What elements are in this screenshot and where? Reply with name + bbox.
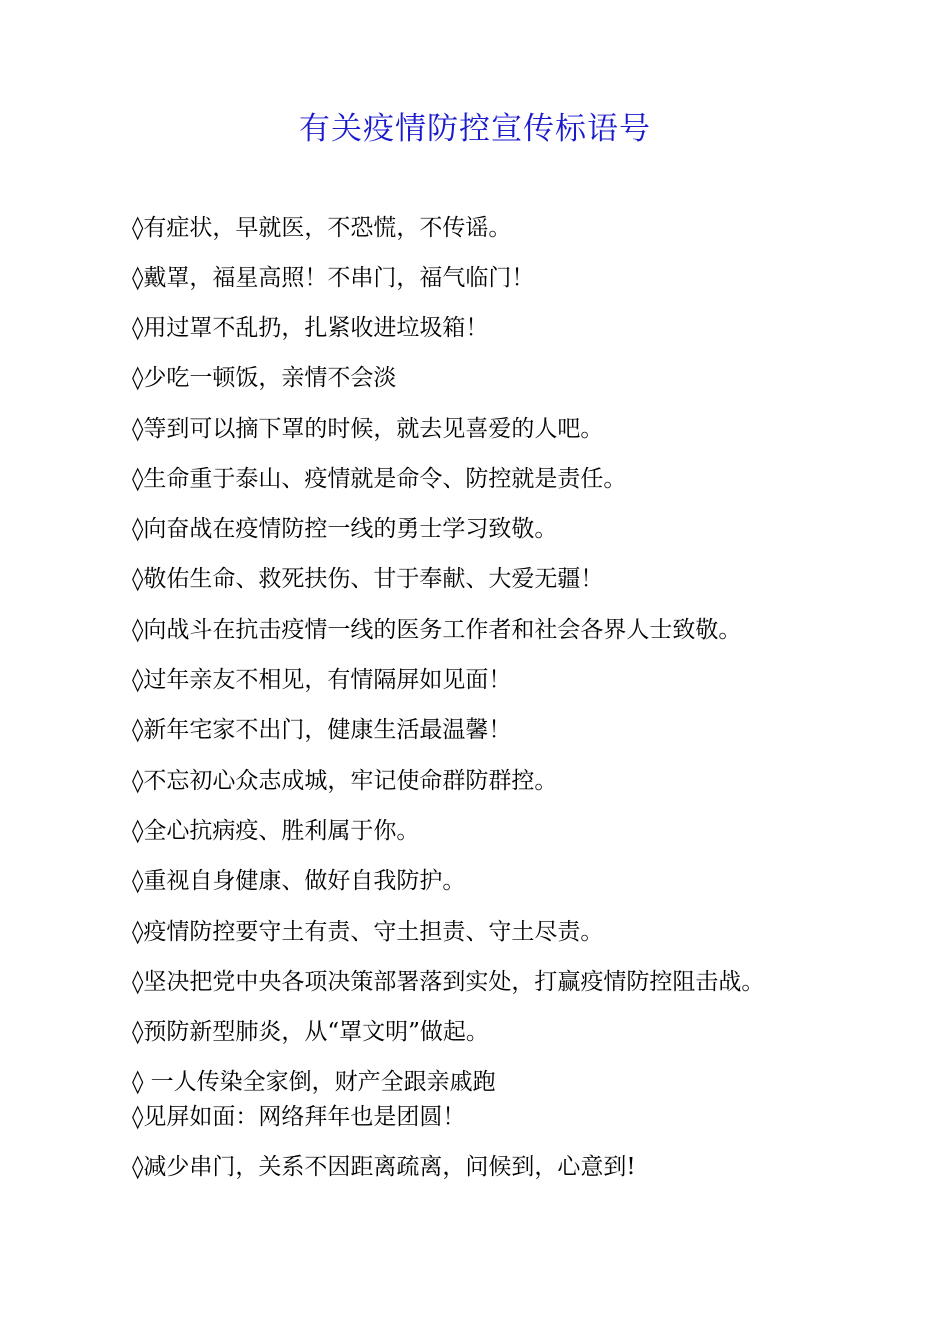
slogan-line: ◊重视自身健康、做好自我防护。 — [132, 868, 466, 894]
slogan-line: ◊减少串门，关系不因距离疏离，问候到，心意到! — [132, 1154, 636, 1180]
slogan-line: ◊过年亲友不相见，有情隔屏如见面！ — [132, 667, 512, 693]
slogan-line: ◊不忘初心众志成城，牢记使命群防群控。 — [132, 768, 558, 794]
slogan-line: ◊敬佑生命、救死扶伤、甘于奉献、大爱无疆！ — [132, 566, 604, 592]
slogan-line: ◊生命重于泰山、疫情就是命令、防控就是责任。 — [132, 466, 627, 492]
slogan-line: ◊见屏如面：网络拜年也是团圆！ — [132, 1104, 466, 1130]
slogan-line: ◊有症状，早就医，不恐慌，不传谣。 — [132, 215, 512, 241]
slogan-line: ◊用过罩不乱扔，扎紧收进垃圾箱！ — [132, 315, 489, 341]
slogan-line: ◊全心抗病疫、胜利属于你。 — [132, 818, 420, 844]
slogan-line: ◊新年宅家不出门，健康生活最温馨！ — [132, 717, 512, 743]
slogan-line: ◊向战斗在抗击疫情一线的医务工作者和社会各界人士致敬。 — [132, 617, 742, 643]
slogan-line: ◊ 一人传染全家倒，财产全跟亲戚跑 — [132, 1069, 496, 1095]
slogan-line: ◊戴罩，福星高照！不串门，福气临门！ — [132, 265, 535, 291]
slogan-line: ◊预防新型肺炎，从“罩文明”做起。 — [132, 1019, 489, 1045]
slogan-line: ◊等到可以摘下罩的时候，就去见喜爱的人吧。 — [132, 416, 604, 442]
slogan-line: ◊坚决把党中央各项决策部署落到实处，打赢疫情防控阻击战。 — [132, 969, 765, 995]
document-title: 有关疫情防控宣传标语号 — [299, 111, 651, 147]
slogan-line: ◊少吃一顿饭，亲情不会淡 — [132, 365, 397, 391]
slogan-line: ◊向奋战在疫情防控一线的勇士学习致敬。 — [132, 516, 558, 542]
slogan-line: ◊疫情防控要守土有责、守土担责、守土尽责。 — [132, 919, 604, 945]
